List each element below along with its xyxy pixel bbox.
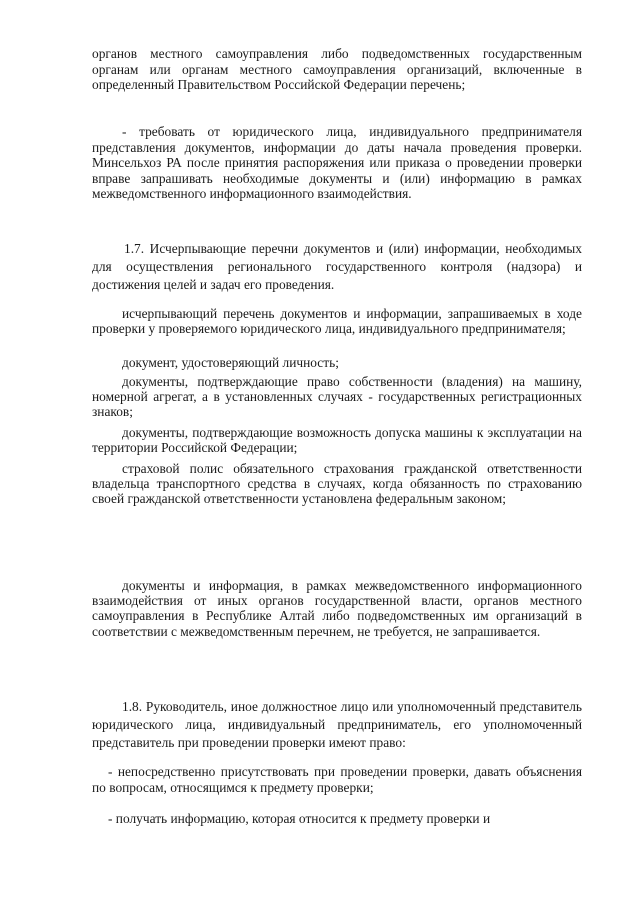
paragraph-12: - получать информацию, которая относится к предмету проверки и (108, 811, 491, 826)
paragraph-1: органов местного самоуправления либо подведомственных государственным органам или органам местного самоуправления организаций, включенные в определенный Правительством Российской Федерации перечень; (92, 46, 582, 93)
paragraph-6: документы, подтверждающие право собственности (владения) на машину, номерной агрегат, а в установленных случаях - государственных регистрационных знаков; (92, 374, 582, 420)
paragraph-11: - непосредственно присутствовать при проведении проверки, давать объяснения по вопросам, относящимся к предмету проверки; (92, 764, 582, 795)
paragraph-5: документ, удостоверяющий личность; (122, 355, 339, 370)
paragraph-8: страховой полис обязательного страхования гражданской ответственности владельца транспортного средства в случаях, когда обязанность по страхованию своей гражданской ответственности установлена федеральным законом; (92, 461, 582, 507)
paragraph-4: исчерпывающий перечень документов и информации, запрашиваемых в ходе проверки у проверяемого юридического лица, индивидуального предпринимателя; (92, 306, 582, 337)
paragraph-2: - требовать от юридического лица, индивидуального предпринимателя представления документов, информации до даты начала проведения проверки. Минсельхоз РА после принятия распоряжения или приказа о проведении проверки вправе запрашивать необходимые документы и (или) информацию в рамках межведомственного информационного взаимодействия. (92, 124, 582, 202)
paragraph-9: документы и информация, в рамках межведомственного информационного взаимодействия от иных органов государственной власти, органов местного самоуправления в Республике Алтай либо подведомственных им организаций в соответствии с межведомственным перечнем, не требуется, не запрашивается. (92, 578, 582, 639)
paragraph-7: документы, подтверждающие возможность допуска машины к эксплуатации на территории Российской Федерации; (92, 425, 582, 456)
paragraph-section-1-8: 1.8. Руководитель, иное должностное лицо или уполномоченный представитель юридического лица, индивидуальный предприниматель, его уполномоченный представитель при проведении проверки имеют право: (92, 699, 582, 750)
paragraph-section-1-7: 1.7. Исчерпывающие перечни документов и (или) информации, необходимых для осуществления регионального государственного контроля (надзора) и достижения целей и задач его проведения. (92, 241, 582, 292)
